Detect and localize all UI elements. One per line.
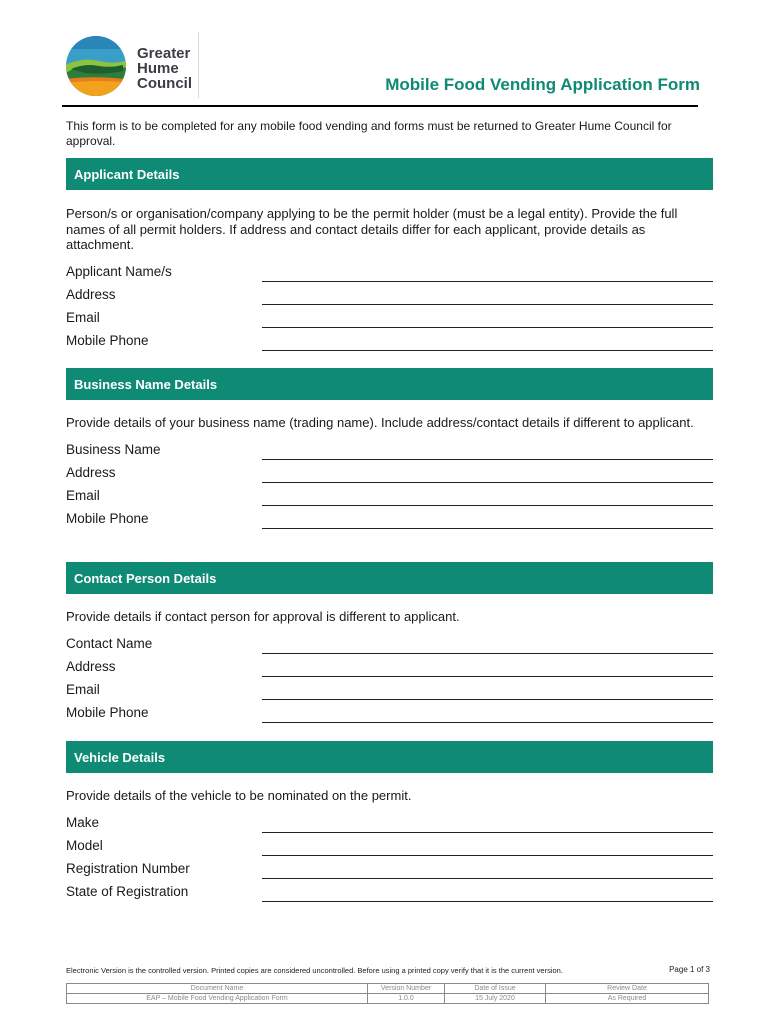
table-header-cell: Review Date xyxy=(546,984,709,994)
section-description: Person/s or organisation/company applying to be the permit holder (must be a legal entity). Provide the full names of all permit holders. If address and contact details differ for each applicant, provide details as attachment. xyxy=(66,206,678,252)
council-logo xyxy=(63,33,198,99)
table-cell: As Required xyxy=(546,994,709,1004)
form-field-make xyxy=(66,810,713,833)
form-field-registration-number xyxy=(66,856,713,879)
logo-wordmark xyxy=(137,46,192,91)
form-field-applicant-name xyxy=(66,259,713,282)
form-field-mobile-phone xyxy=(66,328,713,351)
document-info-table xyxy=(66,983,709,1004)
field-label: Address xyxy=(66,658,116,674)
table-header-cell: Document Name xyxy=(67,984,368,994)
intro-text: This form is to be completed for any mobile food vending and forms must be returned to Greater Hume Council for approval. xyxy=(66,119,672,148)
field-label: Make xyxy=(66,814,100,830)
field-label: Email xyxy=(66,682,100,698)
field-label: Business Name xyxy=(66,441,161,457)
form-field-mobile-phone xyxy=(66,700,713,723)
field-label: Mobile Phone xyxy=(66,333,149,349)
section-heading: Contact Person Details xyxy=(66,562,713,594)
table-header-cell: Date of Issue xyxy=(445,984,546,994)
field-label: Model xyxy=(66,837,103,853)
form-field-mobile-phone xyxy=(66,506,713,529)
table-cell: 15 July 2020 xyxy=(445,994,546,1004)
field-label: Email xyxy=(66,310,100,326)
form-field-business-name xyxy=(66,437,713,460)
mobile-phone-input-line[interactable] xyxy=(262,350,713,351)
logo-line-1: Greater xyxy=(137,45,191,62)
form-field-contact-name xyxy=(66,631,713,654)
table-row xyxy=(67,994,709,1004)
field-label: Email xyxy=(66,488,100,504)
section-applicant-details xyxy=(66,158,713,351)
state-of-registration-input-line[interactable] xyxy=(262,901,713,902)
section-heading: Business Name Details xyxy=(66,368,713,400)
form-field-address xyxy=(66,654,713,677)
field-label: Registration Number xyxy=(66,861,190,877)
form-field-model xyxy=(66,833,713,856)
field-label: Address xyxy=(66,286,116,302)
section-heading: Vehicle Details xyxy=(66,741,713,773)
field-label: Mobile Phone xyxy=(66,705,149,721)
section-heading: Applicant Details xyxy=(66,158,713,190)
form-field-address xyxy=(66,282,713,305)
form-field-email xyxy=(66,305,713,328)
table-header-cell: Version Number xyxy=(368,984,445,994)
form-field-state-of-registration xyxy=(66,879,713,902)
section-contact-person-details xyxy=(66,562,713,723)
form-field-email xyxy=(66,483,713,506)
page-title: Mobile Food Vending Application Form xyxy=(385,75,700,94)
field-label: Address xyxy=(66,464,116,480)
form-field-email xyxy=(66,677,713,700)
logo-line-2: Hume xyxy=(137,60,179,77)
table-cell: EAP – Mobile Food Vending Application Form xyxy=(67,994,368,1004)
section-description: Provide details of the vehicle to be nominated on the permit. xyxy=(66,788,412,803)
mobile-phone-input-line[interactable] xyxy=(262,528,713,529)
footer-control-note: Electronic Version is the controlled version. Printed copies are considered uncontrolled. Before using a printed copy verify that it is the current version. xyxy=(66,966,563,975)
section-description: Provide details if contact person for approval is different to applicant. xyxy=(66,609,460,624)
section-business-name-details xyxy=(66,368,713,529)
table-cell: 1.0.0 xyxy=(368,994,445,1004)
field-label: State of Registration xyxy=(66,884,189,900)
section-description: Provide details of your business name (trading name). Include address/contact details if different to applicant. xyxy=(66,415,694,430)
page-number: Page 1 of 3 xyxy=(669,965,710,974)
field-label: Contact Name xyxy=(66,635,153,651)
section-vehicle-details xyxy=(66,741,713,902)
table-row xyxy=(67,984,709,994)
council-logo-icon xyxy=(65,35,131,97)
title-divider xyxy=(62,105,698,107)
field-label: Applicant Name/s xyxy=(66,263,172,279)
mobile-phone-input-line[interactable] xyxy=(262,722,713,723)
logo-line-3: Council xyxy=(137,75,192,92)
form-field-address xyxy=(66,460,713,483)
field-label: Mobile Phone xyxy=(66,511,149,527)
